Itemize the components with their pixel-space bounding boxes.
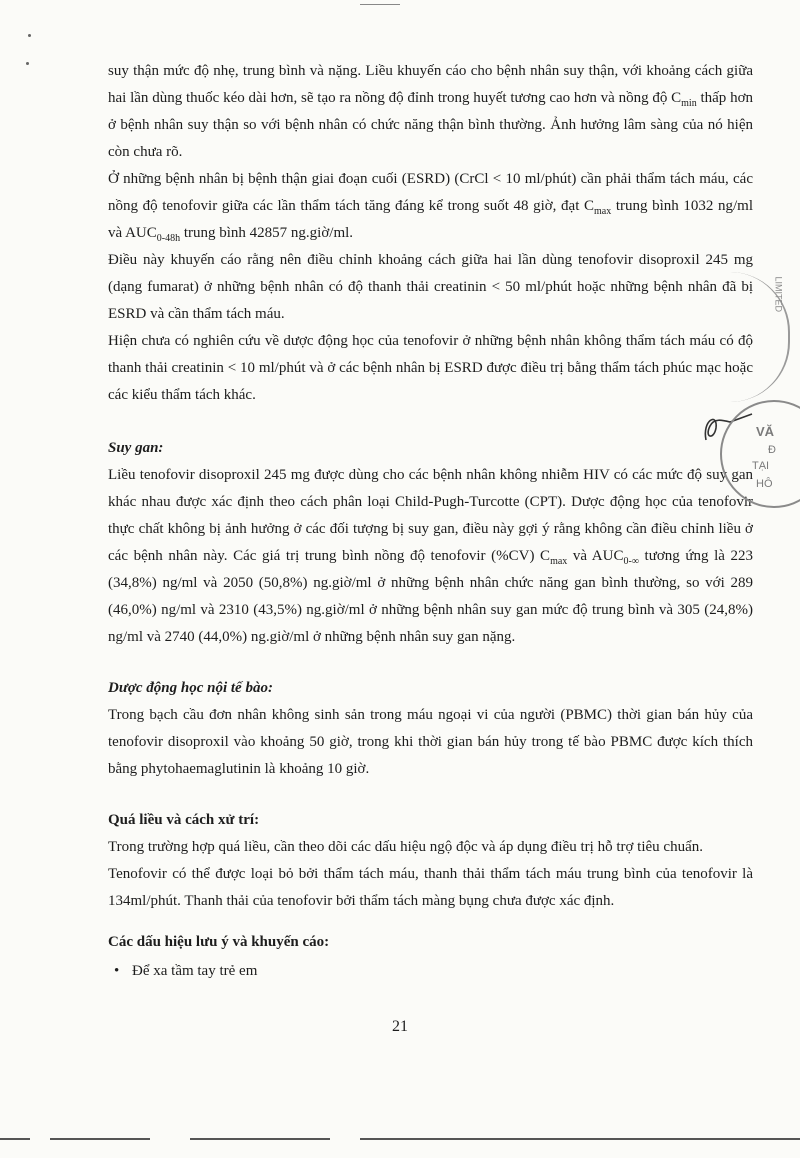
paragraph-renal-adjust: Điều này khuyến cáo rằng nên điều chỉnh khoảng cách giữa hai lần dùng tenofovir disoproxil 245 mg (dạng fumarat) ở những bệnh nhân có độ thanh thải creatinin < 50 ml/phút hoặc những bệnh nhân đã bị ESRD và cần thẩm tách máu. — [108, 252, 753, 322]
heading-liver: Suy gan: — [108, 440, 164, 456]
warnings-list — [108, 958, 753, 985]
scan-dot — [26, 62, 29, 65]
bottom-scan-rule — [0, 1138, 800, 1140]
heading-warnings: Các dấu hiệu lưu ý và khuyến cáo: — [108, 934, 330, 950]
top-scan-mark — [360, 4, 400, 5]
paragraph-renal-esrd: Ở những bệnh nhân bị bệnh thận giai đoạn cuối (ESRD) (CrCl < 10 ml/phút) cần phải thẩm tách máu, các nồng độ tenofovir giữa các lần thẩm tách tăng đáng kể trong suốt 48 giờ, đạt $C_{max}$ trung bình 1032 ng/ml và $AUC_{0-48h}$ trung bình 42857 ng.giờ/ml. — [108, 171, 753, 244]
bullet-icon: • — [114, 963, 120, 979]
stamp-side-arc: LIMITED — [728, 272, 790, 402]
paragraph-renal-no-study: Hiện chưa có nghiên cứu về dược động học của tenofovir ở những bệnh nhân không thẩm tách máu có độ thanh thải creatinin < 10 ml/phút và ở các bệnh nhân bị ESRD được điều trị bằng thẩm tách phúc mạc hoặc các kiểu thẩm tách khác. — [108, 333, 753, 403]
paragraph-overdose-2: Tenofovir có thể được loại bỏ bởi thẩm tách máu, thanh thải thẩm tách máu trung bình của tenofovir là 134ml/phút. Thanh thải của tenofovir bởi thẩm tách màng bụng chưa được xác định. — [108, 866, 753, 909]
scan-dot — [28, 34, 31, 37]
paragraph-intracellular: Trong bạch cầu đơn nhân không sinh sản trong máu ngoại vi của người (PBMC) thời gian bán hủy của tenofovir disoproxil vào khoảng 50 giờ, trong khi thời gian bán hủy trong tế bào PBMC được kích thích bằng phytohaemaglutinin là khoảng 10 giờ. — [108, 707, 753, 777]
company-stamp: VĂ Đ TẠI HÔ — [720, 400, 800, 508]
document-body — [108, 58, 753, 985]
page-number: 21 — [392, 1018, 408, 1035]
paragraph-liver: Liều tenofovir disoproxil 245 mg được dùng cho các bệnh nhân không nhiễm HIV có các mức độ suy gan khác nhau được xác định theo cách phân loại Child-Pugh-Turcotte (CPT). Dược động học của tenofovir thực chất không bị ảnh hưởng ở các đối tượng bị suy gan, điều này gợi ý rằng không cần điều chỉnh liều ở các bệnh nhân này. Các giá trị trung bình nồng độ tenofovir (%CV) $C_{max}$ và $AUC_{0-\infty}$ tương ứng là 223 (34,8%) ng/ml và 2050 (50,8%) ng.giờ/ml ở những bệnh nhân chức năng gan bình thường, so với 289 (46,0%) ng/ml và 2310 (43,5%) ng.giờ/ml ở những bệnh nhân suy gan mức độ trung bình và 305 (24,8%) ng/ml và 2740 (44,0%) ng.giờ/ml ở những bệnh nhân suy gan nặng. — [108, 467, 753, 645]
list-item: • Để xa tầm tay trẻ em — [108, 958, 753, 985]
paragraph-overdose-1: Trong trường hợp quá liều, cần theo dõi các dấu hiệu ngộ độc và áp dụng điều trị hỗ trợ tiêu chuẩn. — [108, 839, 703, 855]
paragraph-renal-1: suy thận mức độ nhẹ, trung bình và nặng. Liều khuyến cáo cho bệnh nhân suy thận, với khoảng cách giữa hai lần dùng thuốc kéo dài hơn, sẽ tạo ra nồng độ đỉnh trong huyết tương cao hơn và nồng độ $C_{min}$ thấp hơn ở bệnh nhân suy thận so với bệnh nhân có chức năng thận bình thường. Ảnh hưởng lâm sàng của nó hiện còn chưa rõ. — [108, 63, 754, 160]
heading-intracellular: Dược động học nội tế bào: — [108, 680, 273, 696]
heading-overdose: Quá liều và cách xử trí: — [108, 812, 260, 828]
